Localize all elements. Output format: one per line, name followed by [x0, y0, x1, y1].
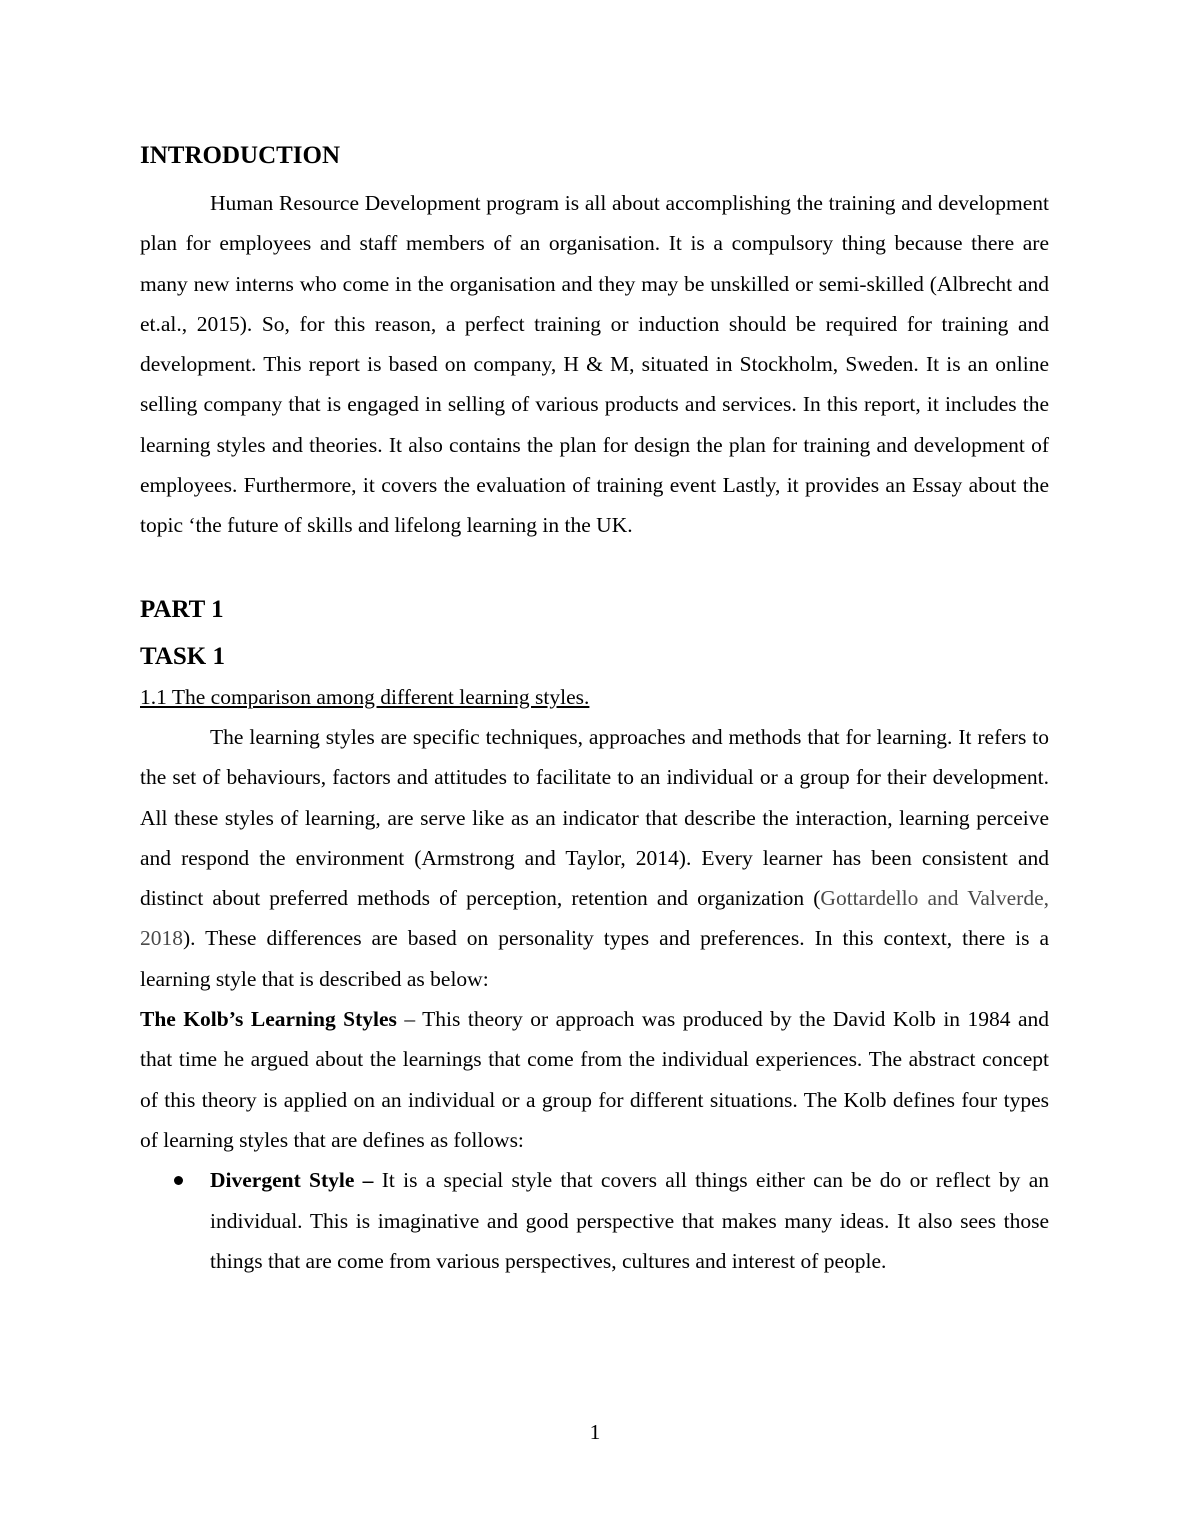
list-item-text: It is a special style that covers all things either can be do or reflect by an individual. This is imaginative and good perspective that makes many ideas. It also sees those things that are come from various perspectives, cultures and interest of people. [210, 1168, 1049, 1273]
introduction-heading: INTRODUCTION [140, 142, 341, 169]
page-number: 1 [589, 1420, 601, 1444]
part-heading: PART 1 [140, 595, 224, 623]
learning-styles-text-1: The learning styles are specific techniques, approaches and methods that for learning. It refers to the set of behaviours, factors and attitudes to facilitate to an individual or a group for their development. All these styles of learning, are serve like as an indicator that describe the interaction, learning perceive and respond the environment (Armstrong and Taylor, 2014). Every learner has been consistent and distinct about preferred methods of perception, retention and organization ( [140, 724, 1049, 911]
section-subheading: 1.1 The comparison among different learning styles. [140, 684, 590, 709]
introduction-paragraph: Human Resource Development program is all about accomplishing the training and development plan for employees and staff members of an organisation. It is a compulsory thing because there are many new interns who come in the organisation and they may be unskilled or semi-skilled (Albrecht and et.al., 2015). So, for this reason, a perfect training or induction should be required for training and development. This report is based on company, H & M, situated in Stockholm, Sweden. It is an online selling company that is engaged in selling of various products and services. In this report, it includes the learning styles and theories. It also contains the plan for design the plan for training and development of employees. Furthermore, it covers the evaluation of training event Lastly, it provides an Essay about the topic ‘the future of skills and lifelong learning in the UK. [140, 191, 1049, 538]
learning-styles-paragraph [140, 717, 1049, 999]
bullet-icon [174, 1176, 183, 1185]
task-heading: TASK 1 [140, 642, 225, 670]
citation: Gottardello and Valverde, 2018 [140, 886, 1049, 951]
kolb-title: The Kolb’s Learning Styles [140, 1007, 397, 1032]
list-item [140, 1160, 1049, 1281]
spacer [140, 546, 1049, 592]
list-item-title: Divergent Style – [210, 1168, 374, 1193]
learning-styles-text-2: ). These differences are based on personality types and preferences. In this context, there is a learning style that is described as below: [140, 926, 1049, 991]
learning-style-list [140, 1160, 1049, 1281]
kolb-paragraph [140, 999, 1049, 1160]
document-page [140, 138, 1049, 1281]
kolb-text: – This theory or approach was produced by the David Kolb in 1984 and that time he argued about the learnings that come from the individual experiences. The abstract concept of this theory is applied on an individual or a group for different situations. The Kolb defines four types of learning styles that are defines as follows: [140, 1007, 1049, 1152]
